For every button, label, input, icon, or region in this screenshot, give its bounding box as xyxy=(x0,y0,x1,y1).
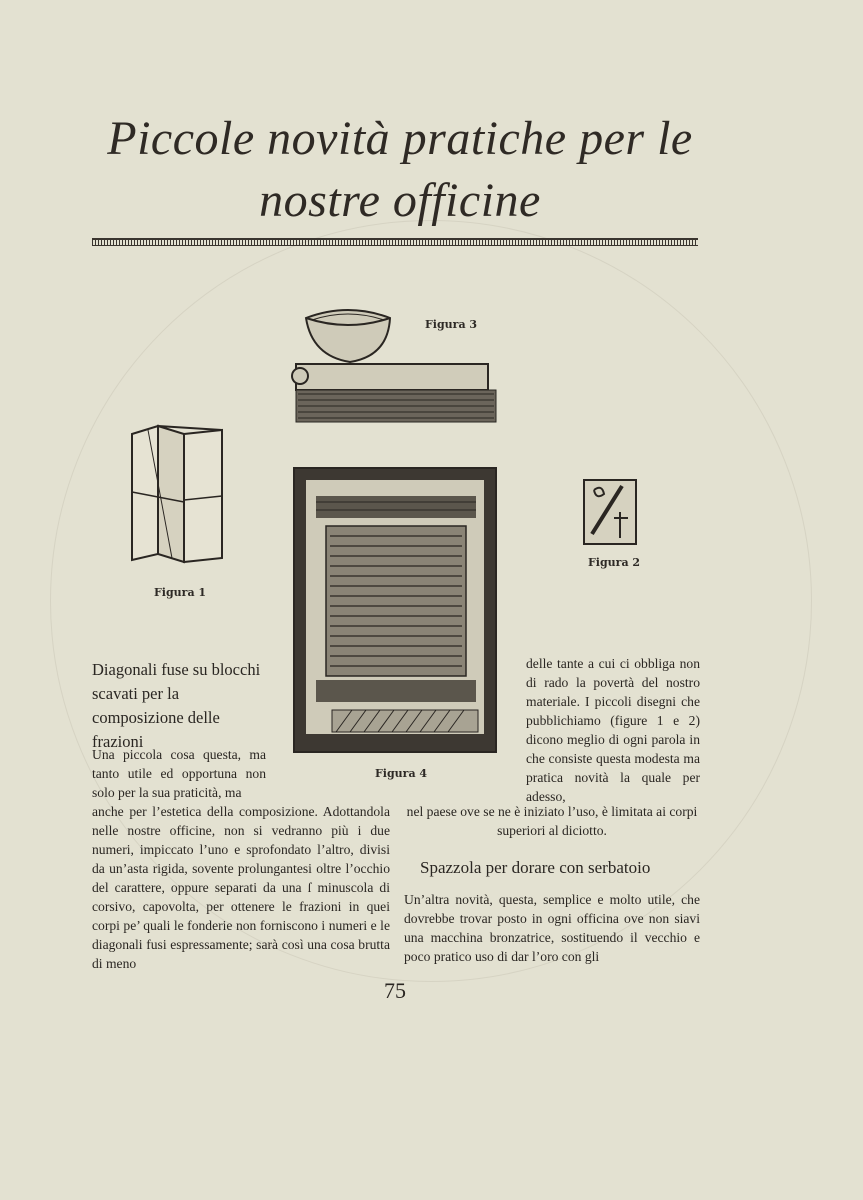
figure-2-fraction-type-illustration xyxy=(582,478,638,546)
figure-1-caption: Figura 1 xyxy=(154,586,207,599)
page-number: 75 xyxy=(384,978,406,1003)
section-1-heading: Diagonali fuse su blocchi scavati per la composizione delle frazioni xyxy=(92,660,261,751)
section-2-heading: Spazzola per dorare con serbatoio xyxy=(420,858,651,877)
title-rule xyxy=(92,238,698,246)
figure-3-caption: Figura 3 xyxy=(425,318,478,331)
figure-4-caption: Figura 4 xyxy=(375,767,428,780)
figure-4-composing-stick-illustration xyxy=(292,466,498,754)
section-2-body-paragraph: Un’altra novità, questa, semplice e molto utile, che dovrebbe trovar posto in ogni officina ove non siavi una macchina bronzatrice, sostituendo il vecchio e poco pratico uso di dar l’oro con gli xyxy=(404,892,700,964)
section-1-continued-paragraph: delle tante a cui ci obbliga non di rado la povertà del nostro materiale. I piccoli disegni che pubblichiamo (figure 1 e 2) dicono meglio di ogni parola in che consiste questa modesta ma pratica novità la quale per adesso, xyxy=(526,656,700,804)
figure-2-caption: Figura 2 xyxy=(588,556,641,569)
section-1-continued-paragraph-2: nel paese ove se ne è iniziato l’uso, è limitata ai corpi superiori al diciotto. xyxy=(406,804,698,838)
section-1-intro-text xyxy=(92,745,266,802)
section-1-intro-paragraph: Una piccola cosa questa, ma tanto utile ed opportuna non solo per la sua praticità, ma xyxy=(92,747,266,800)
section-2-body-text xyxy=(404,890,700,966)
figure-1-type-blocks-illustration xyxy=(128,422,228,566)
section-1-body-text xyxy=(92,802,390,973)
section-1-body-paragraph: anche per l’estetica della composizione. Adottandola nelle nostre officine, non si vedranno più i due numeri, impiccato l’uno e sprofondato l’altro, divisi da un’asta rigida, sovente prolungantesi oltre l’occhio del carattere, oppure separati da una ſ minuscola di corsivo, capovolta, per ottenere le frazioni in quei corpi pe’ quali le fonderie non forniscono i numeri e le diagonali fusi espressamente; sarà così una cosa brutta di meno xyxy=(92,804,390,971)
section-1-continued-text-2 xyxy=(404,802,700,840)
page-title: Piccole novità pratiche per le nostre officine xyxy=(107,112,693,227)
section-1-continued-text xyxy=(526,654,700,806)
